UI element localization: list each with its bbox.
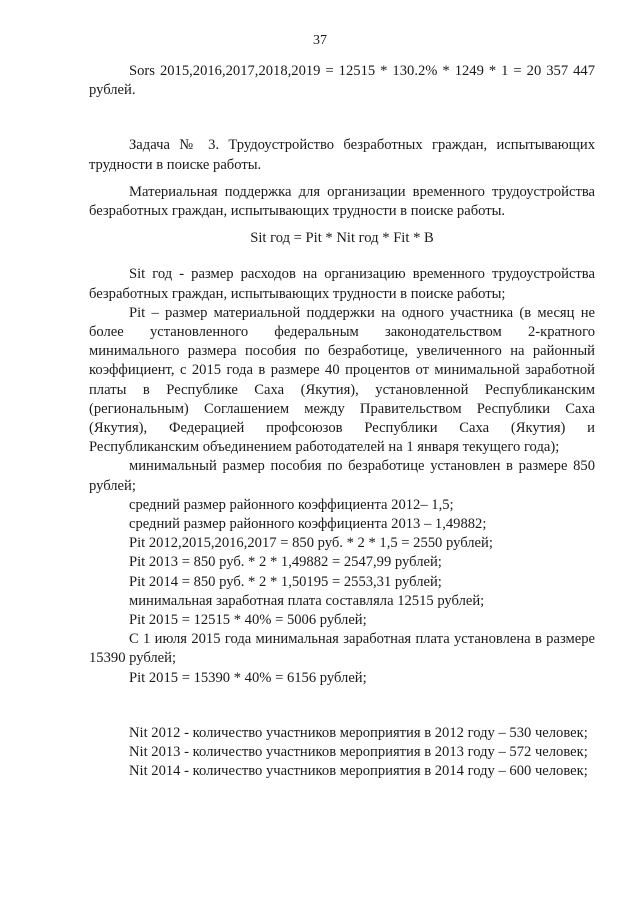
coef-2012-line: средний размер районного коэффициента 2012– 1,5; <box>129 496 454 513</box>
nit-2014-paragraph: Nit 2014 - количество участников мероприятия в 2014 году – 600 человек; <box>129 763 588 780</box>
pit-2015-b-line: Pit 2015 = 15390 * 40% = 6156 рублей; <box>129 669 367 686</box>
sit-formula: Sit год = Pit * Nit год * Fit * B <box>250 230 434 247</box>
pit-2015-a-line: Pit 2015 = 12515 * 40% = 5006 рублей; <box>129 612 367 629</box>
july-2015-paragraph: С 1 июля 2015 года минимальная заработная плата установлена в размере 15390 рублей; <box>89 631 595 667</box>
sors-formula-paragraph: Sors 2015,2016,2017,2018,2019 = 12515 * 130.2% * 1249 * 1 = 20 357 447 рублей. <box>89 63 595 99</box>
page-content <box>89 62 595 782</box>
pit-definition: Pit – размер материальной поддержки на одного участника (в месяц не более установленного федеральным законодательством 2-кратного минимального размера пособия по безработице, увеличенного на районный коэффициент, с 2015 года в размере 40 процентов от минимальной заработной платы в Республике Саха (Якутия), установленной Республиканским (региональным) Соглашением между Правительством Республики Саха (Якутия), Федерацией профсоюзов Республики Саха (Якутия) и Республиканским объединением работодателей на 1 января текущего года); <box>89 304 595 456</box>
pit-2012-line: Pit 2012,2015,2016,2017 = 850 руб. * 2 * 1,5 = 2550 рублей; <box>129 535 493 552</box>
task-heading: Задача № 3. Трудоустройство безработных граждан, испытывающих трудности в поиске работы. <box>89 137 595 173</box>
nit-2013-paragraph: Nit 2013 - количество участников мероприятия в 2013 году – 572 человек; <box>129 744 588 761</box>
coef-2013-line: средний размер районного коэффициента 2013 – 1,49882; <box>129 516 487 533</box>
min-benefit-line: минимальный размер пособия по безработице установлен в размере 850 рублей; <box>89 458 595 494</box>
pit-2014-line: Pit 2014 = 850 руб. * 2 * 1,50195 = 2553,31 рублей; <box>129 573 442 590</box>
pit-2013-line: Pit 2013 = 850 руб. * 2 * 1,49882 = 2547,99 рублей; <box>129 554 442 571</box>
min-wage-line: минимальная заработная плата составляла 12515 рублей; <box>129 592 485 609</box>
sit-definition: Sit год - размер расходов на организацию временного трудоустройства безработных граждан, испытывающих трудности в поиске работы; <box>89 266 595 302</box>
nit-2012-paragraph: Nit 2012 - количество участников мероприятия в 2012 году – 530 человек; <box>129 724 588 741</box>
support-heading: Материальная поддержка для организации временного трудоустройства безработных граждан, испытывающих трудности в поиске работы. <box>89 183 595 220</box>
page-number: 37 <box>313 33 327 48</box>
